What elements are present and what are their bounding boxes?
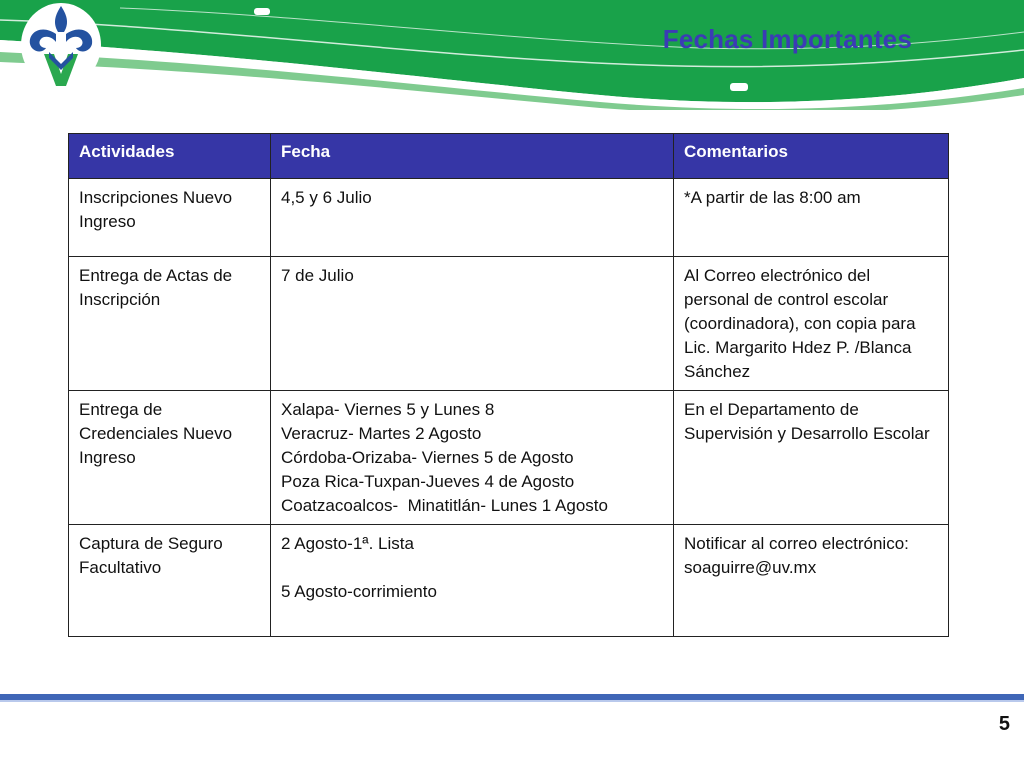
fecha-line: Veracruz- Martes 2 Agosto	[281, 424, 482, 443]
cell-actividad: Captura de Seguro Facultativo	[69, 525, 271, 637]
table-row	[69, 525, 949, 637]
university-logo	[20, 2, 102, 88]
cell-comentarios: Al Correo electrónico del personal de control escolar (coordinadora), con copia para Lic. Margarito Hdez P. /Blanca Sánchez	[674, 257, 949, 391]
fecha-line: 2 Agosto-1ª. Lista	[281, 534, 414, 553]
header-fecha: Fecha	[271, 134, 674, 179]
cell-comentarios: *A partir de las 8:00 am	[674, 179, 949, 257]
table-row	[69, 391, 949, 525]
fecha-line: Córdoba-Orizaba- Viernes 5 de Agosto	[281, 448, 574, 467]
page-number: 5	[998, 713, 1010, 735]
footer-bar	[0, 694, 1024, 702]
important-dates-table	[68, 133, 949, 637]
comentario-line: Notificar al correo electrónico:	[684, 534, 909, 553]
fecha-line: Xalapa- Viernes 5 y Lunes 8	[281, 400, 495, 419]
cell-actividad: Inscripciones Nuevo Ingreso	[69, 179, 271, 257]
header-actividades: Actividades	[69, 134, 271, 179]
cell-comentarios: En el Departamento de Supervisión y Desarrollo Escolar	[674, 391, 949, 525]
cell-fecha	[271, 391, 674, 525]
table-header-row	[69, 134, 949, 179]
cell-actividad: Entrega de Actas de Inscripción	[69, 257, 271, 391]
cell-fecha	[271, 525, 674, 637]
slide-title: Fechas Importantes	[662, 24, 912, 54]
cell-fecha: 4,5 y 6 Julio	[271, 179, 674, 257]
email-link[interactable]: soaguirre@uv.mx	[684, 558, 817, 577]
fecha-line: Poza Rica-Tuxpan-Jueves 4 de Agosto	[281, 472, 575, 491]
table-row	[69, 179, 949, 257]
fecha-line: Coatzacoalcos- Minatitlán- Lunes 1 Agosto	[281, 496, 608, 515]
cell-actividad: Entrega de Credenciales Nuevo Ingreso	[69, 391, 271, 525]
header-banner	[0, 0, 1024, 110]
table-row	[69, 257, 949, 391]
cell-fecha: 7 de Julio	[271, 257, 674, 391]
cell-comentarios	[674, 525, 949, 637]
header-comentarios: Comentarios	[674, 134, 949, 179]
fecha-line: 5 Agosto-corrimiento	[281, 582, 437, 601]
line-gap	[281, 556, 663, 580]
